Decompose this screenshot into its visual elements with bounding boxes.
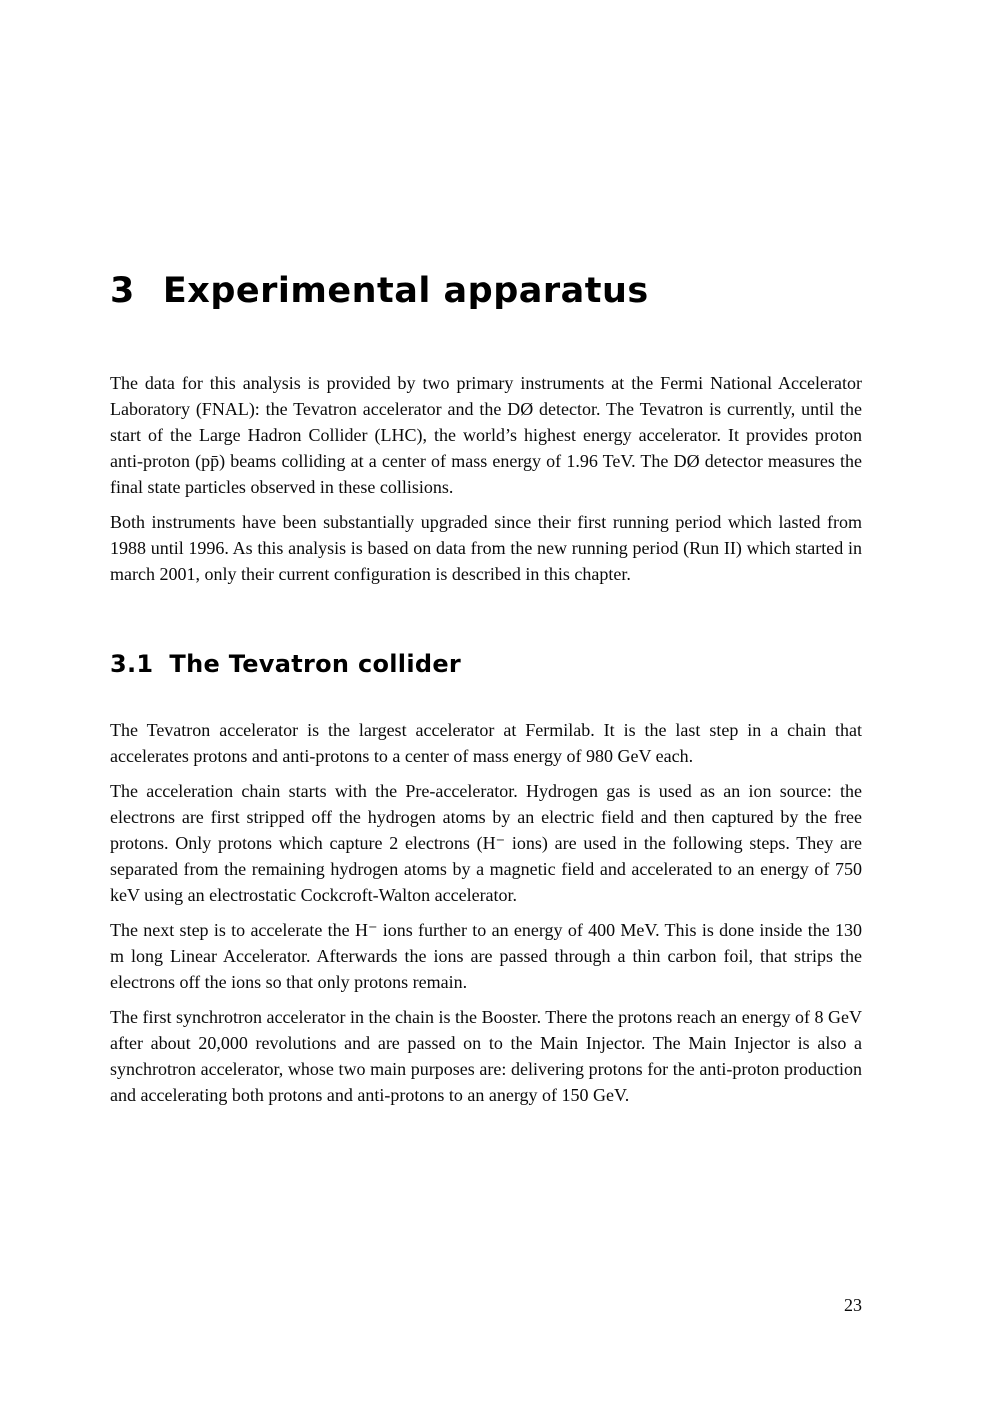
intro-paragraph-1: The data for this analysis is provided by two primary instruments at the Fermi National Accelerator Laboratory (FNAL): the Tevatron accelerator and the DØ detector. The Tevatron is currently, until the start of the Large Hadron Collider (LHC), the world’s highest energy accelerator. It provides proton anti-proton (pp̄) beams colliding at a center of mass energy of 1.96 TeV. The DØ detector measures the final state particles observed in these collisions. bbox=[110, 373, 862, 497]
section-paragraph-2: The acceleration chain starts with the Pre-accelerator. Hydrogen gas is used as an ion source: the electrons are first stripped off the hydrogen atoms by an electric field and then captured by the free protons. Only protons which capture 2 electrons (H⁻ ions) are used in the following steps. They are separated from the remaining hydrogen atoms by a magnetic field and accelerated to an energy of 750 keV using an electrostatic Cockcroft-Walton accelerator. bbox=[110, 781, 862, 905]
intro-paragraph-2: Both instruments have been substantially upgraded since their first running period which lasted from 1988 until 1996. As this analysis is based on data from the new running period (Run II) which started in march 2001, only their current configuration is described in this chapter. bbox=[110, 512, 862, 584]
section-paragraph-4: The first synchrotron accelerator in the chain is the Booster. There the protons reach an energy of 8 GeV after about 20,000 revolutions and are passed on to the Main Injector. The Main Injector is also a synchrotron accelerator, whose two main purposes are: delivering protons for the anti-proton production and accelerating both protons and anti-protons to an anergy of 150 GeV. bbox=[110, 1007, 862, 1105]
text-column bbox=[110, 0, 862, 1108]
chapter-title: Experimental apparatus bbox=[162, 271, 649, 311]
section-paragraph-3: The next step is to accelerate the H⁻ ions further to an energy of 400 MeV. This is done inside the 130 m long Linear Accelerator. Afterwards the ions are passed through a thin carbon foil, that strips the electrons off the ions so that only protons remain. bbox=[110, 920, 862, 992]
chapter-heading bbox=[110, 270, 862, 312]
section-title: The Tevatron collider bbox=[169, 650, 462, 678]
page-number: 23 bbox=[844, 1295, 862, 1315]
section-heading bbox=[110, 649, 862, 679]
section-number: 3.1 bbox=[110, 650, 154, 678]
section-paragraph-1: The Tevatron accelerator is the largest accelerator at Fermilab. It is the last step in a chain that accelerates protons and anti-protons to a center of mass energy of 980 GeV each. bbox=[110, 720, 862, 766]
chapter-number: 3 bbox=[110, 271, 135, 311]
